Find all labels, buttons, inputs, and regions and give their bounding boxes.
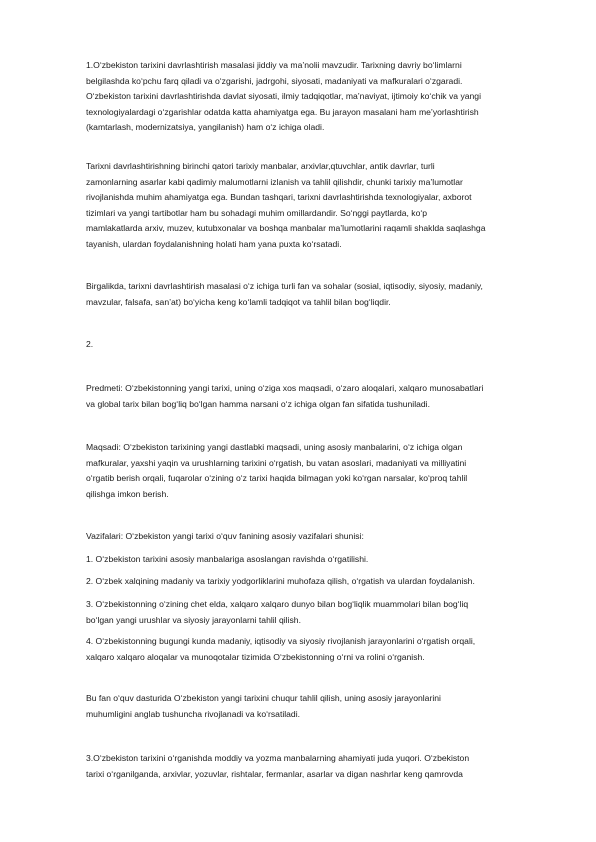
- paragraph-sources: Tarixni davrlashtirishning birinchi qatori tarixiy manbalar, arxivlar,qtuvchlar, antik davrlar, turli zamonlarning asarlar kabi qadimiy malumotlarni izlanish va tahlil qilishdir, chunki tarixiy ma’lumotlar rivojlanishda muhim ahamiyatga ega. Bundan tashqari, tarixni davrlashtirishda texnologiyalar, axborot tizimlari va yangi tartibotlar ham bu sohadagi muhim omillardandir. So‘nggi paytlarda, ko‘p mamlakatlarda arxiv, muzev, kutubxonalar va boshqa manbalar ma’lumotlarini raqamli shaklda saqlashga tayanish, ulardan foydalanishning holati ham yana puxta ko‘rsatadi.: [86, 161, 486, 249]
- paragraph-sources-importance: 3.O‘zbekiston tarixini o‘rganishda moddiy va yozma manbalarning ahamiyati juda yuqori. O‘zbekiston tarixi o‘rganilganda, arxivlar, yozuvlar, rishtalar, fermanlar, asarlar va digan nashrlar keng qamrovda: [86, 753, 470, 779]
- paragraph-periodization-intro: 1.O‘zbekiston tarixini davrlashtirish masalasi jiddiy va ma’nolii mavzudir. Tarixning davriy bo‘limlarni belgilashda ko‘pchu farq qiladi va o‘zgarishi, jadrgohi, siyosati, madaniyati va mafkuralari o‘zgaradi. O‘zbekiston tarixini davrlashtirishda davlat siyosati, ilmiy tadqiqotlar, ma’naviyat, ijtimoiy ko‘chik va yangi texnologiyalardagi o‘zgarishlar odatda katta ahamiyatga ega. Bu jarayon masalani ham me’yorlashtirish (kamtarlash, modernizatsiya, yangilanish) ham o‘z ichiga oladi.: [86, 60, 481, 133]
- list-item: 4. O‘zbekistonning bugungi kunda madaniy, iqtisodiy va siyosiy rivojlanish jarayonlarini o‘rgatish orqali, xalqaro xalqaro aloqalar va munoqotalar tizimida O‘zbekistonning o‘rni va rolini o‘rganish.: [86, 636, 476, 662]
- list-item: 3. O‘zbekistonning o‘zining chet elda, xalqaro xalqaro dunyo bilan bog‘liqlik muammolari bilan bog‘liq bo‘lgan yangi urushlar va siyosiy jarayonlarni tahlil qilish.: [86, 599, 469, 625]
- paragraph-summary: Birgalikda, tarixni davrlashtirish masalasi o‘z ichiga turli fan va sohalar (sosial, iqtisodiy, siyosiy, madaniy, mavzular, falsafa, san’at) bo‘yicha keng ko‘lamli tadqiqot va tahlil bilan bog‘liqdir.: [86, 281, 483, 307]
- list-item: 2. O‘zbek xalqining madaniy va tarixiy yodgorliklarini muhofaza qilish, o‘rgatish va ulardan foydalanish.: [86, 576, 475, 586]
- paragraph-subject: Predmeti: O‘zbekistonning yangi tarixi, uning o‘ziga xos maqsadi, o‘zaro aloqalari, xalqaro munosabatlari va global tarix bilan bog‘liq bo‘lgan hamma narsani o‘z ichiga olgan fan sifatida tushuniladi.: [86, 383, 484, 409]
- paragraph-tasks-heading: Vazifalari: O‘zbekiston yangi tarixi o‘quv fanining asosiy vazifalari shunisi:: [86, 531, 364, 541]
- list-item: 1. O‘zbekiston tarixini asosiy manbalariga asoslangan ravishda o‘rgatilishi.: [86, 554, 369, 564]
- section-number: 2.: [86, 339, 94, 349]
- paragraph-goal: Maqsadi: O‘zbekiston tarixining yangi dastlabki maqsadi, uning asosiy manbalarini, o‘z ichiga olgan mafkuralar, yaxshi yaqin va urushlarning tarixini o‘rgatish, bu vatan asoslari, madaniyati va milliyatini o‘rgatib berish orqali, fuqarolar o‘zining o‘z tarixi haqida bilmagan yoki ko‘rgan narsalar, ko‘proq tahlil qilishga imkon berish.: [86, 442, 468, 499]
- paragraph-course-summary: Bu fan o‘quv dasturida O‘zbekiston yangi tarixini chuqur tahlil qilish, uning asosiy jarayonlarini muhumligini anglab tushuncha rivojlanadi va ko‘rsatiladi.: [86, 693, 441, 719]
